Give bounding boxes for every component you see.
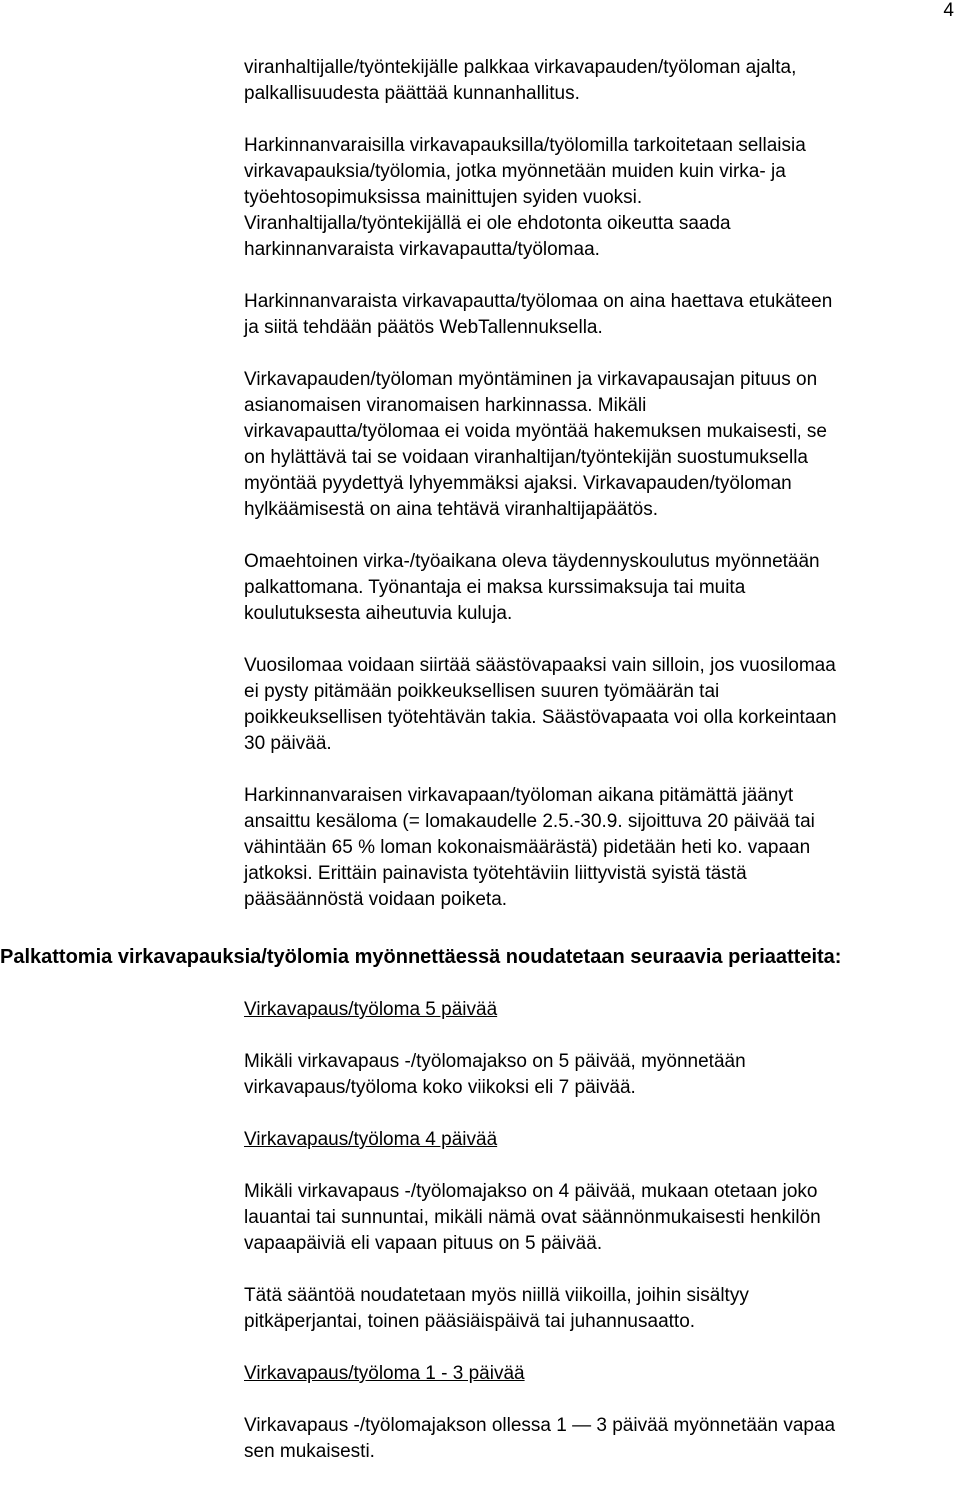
text-line: koulutuksesta aiheutuvia kuluja. bbox=[244, 603, 513, 624]
text-line: hylkäämisestä on aina tehtävä viranhaltijapäätös. bbox=[244, 499, 659, 520]
text-line: työehtosopimuksissa mainittujen syiden vuoksi. bbox=[244, 187, 643, 208]
text-line: Omaehtoinen virka-/työaikana oleva täydennyskoulutus myönnetään bbox=[244, 551, 820, 572]
text-line: poikkeuksellisen työtehtävän takia. Säästövapaata voi olla korkeintaan bbox=[244, 707, 837, 728]
text-line: Virkavapaus -/työlomajakson ollessa 1 — 3 päivää myönnetään vapaa bbox=[244, 1415, 836, 1436]
text-line: 30 päivää. bbox=[244, 733, 332, 754]
text-line: virkavapautta/työlomaa ei voida myöntää hakemuksen mukaisesti, se bbox=[244, 421, 827, 442]
text-line: palkallisuudesta päättää kunnanhallitus. bbox=[244, 83, 580, 104]
text-line: vähintään 65 % loman kokonaismäärästä) pidetään heti ko. vapaan bbox=[244, 837, 811, 858]
text-line: Harkinnanvaraisen virkavapaan/työloman aikana pitämättä jäänyt bbox=[244, 785, 794, 806]
text-line: palkattomana. Työnantaja ei maksa kurssimaksuja tai muita bbox=[244, 577, 746, 598]
paragraph-salary-decision bbox=[244, 55, 944, 107]
subheading-text: Virkavapaus/työloma 5 päivää bbox=[244, 999, 498, 1020]
text-line: Vuosilomaa voidaan siirtää säästövapaaksi vain silloin, jos vuosilomaa bbox=[244, 655, 836, 676]
paragraph-4-days bbox=[244, 1179, 944, 1257]
paragraph-summer-leave bbox=[244, 783, 944, 913]
page-number: 4 bbox=[943, 0, 954, 21]
text-line: lauantai tai sunnuntai, mikäli nämä ovat säännönmukaisesti henkilön bbox=[244, 1207, 821, 1228]
text-line: Harkinnanvaraisilla virkavapauksilla/työlomilla tarkoitetaan sellaisia bbox=[244, 135, 806, 156]
text-line: Mikäli virkavapaus -/työlomajakso on 5 päivää, myönnetään bbox=[244, 1051, 746, 1072]
text-line: virkavapauksia/työlomia, jotka myönnetään muiden kuin virka- ja bbox=[244, 161, 786, 182]
text-line: pitkäperjantai, toinen pääsiäispäivä tai juhannusaatto. bbox=[244, 1311, 696, 1332]
text-line: jatkoksi. Erittäin painavista työtehtäviin liittyvistä syistä tästä bbox=[244, 863, 747, 884]
text-line: on hylättävä tai se voidaan viranhaltijan/työntekijän suostumuksella bbox=[244, 447, 808, 468]
section-heading: Palkattomia virkavapauksia/työlomia myönnettäessä noudatetaan seuraavia periaatteita: bbox=[0, 946, 842, 968]
paragraph-granting-leave bbox=[244, 367, 944, 523]
paragraph-holiday-weeks bbox=[244, 1283, 944, 1335]
subheading-text: Virkavapaus/työloma 4 päivää bbox=[244, 1129, 498, 1150]
text-line: harkinnanvaraista virkavapautta/työlomaa. bbox=[244, 239, 600, 260]
text-line: viranhaltijalle/työntekijälle palkkaa virkavapauden/työloman ajalta, bbox=[244, 57, 797, 78]
text-line: virkavapaus/työloma koko viikoksi eli 7 päivää. bbox=[244, 1077, 636, 1098]
document-body-upper bbox=[244, 55, 944, 939]
text-line: Harkinnanvaraista virkavapautta/työlomaa on aina haettava etukäteen bbox=[244, 291, 833, 312]
subheading-1-3-days bbox=[244, 1361, 944, 1387]
text-line: vapaapäiviä eli vapaan pituus on 5 päivää. bbox=[244, 1233, 603, 1254]
paragraph-saved-leave bbox=[244, 653, 944, 757]
text-line: ei pysty pitämään poikkeuksellisen suuren työmäärän tai bbox=[244, 681, 720, 702]
text-line: Mikäli virkavapaus -/työlomajakso on 4 päivää, mukaan otetaan joko bbox=[244, 1181, 818, 1202]
text-line: Viranhaltijalla/työntekijällä ei ole ehdotonta oikeutta saada bbox=[244, 213, 731, 234]
subheading-4-days bbox=[244, 1127, 944, 1153]
paragraph-training bbox=[244, 549, 944, 627]
document-body-lower bbox=[244, 997, 944, 1491]
text-line: myöntää pyydettyä lyhyemmäksi ajaksi. Virkavapauden/työloman bbox=[244, 473, 792, 494]
text-line: ja siitä tehdään päätös WebTallennuksella. bbox=[244, 317, 603, 338]
text-line: sen mukaisesti. bbox=[244, 1441, 375, 1462]
paragraph-apply-in-advance bbox=[244, 289, 944, 341]
text-line: asianomaisen viranomaisen harkinnassa. Mikäli bbox=[244, 395, 647, 416]
text-line: Virkavapauden/työloman myöntäminen ja virkavapausajan pituus on bbox=[244, 369, 818, 390]
subheading-text: Virkavapaus/työloma 1 - 3 päivää bbox=[244, 1363, 525, 1384]
text-line: pääsäännöstä voidaan poiketa. bbox=[244, 889, 508, 910]
text-line: Tätä sääntöä noudatetaan myös niillä viikoilla, joihin sisältyy bbox=[244, 1285, 749, 1306]
paragraph-1-3-days bbox=[244, 1413, 944, 1465]
subheading-5-days bbox=[244, 997, 944, 1023]
paragraph-discretionary-leave bbox=[244, 133, 944, 263]
text-line: ansaittu kesäloma (= lomakaudelle 2.5.-30.9. sijoittuva 20 päivää tai bbox=[244, 811, 815, 832]
paragraph-5-days bbox=[244, 1049, 944, 1101]
